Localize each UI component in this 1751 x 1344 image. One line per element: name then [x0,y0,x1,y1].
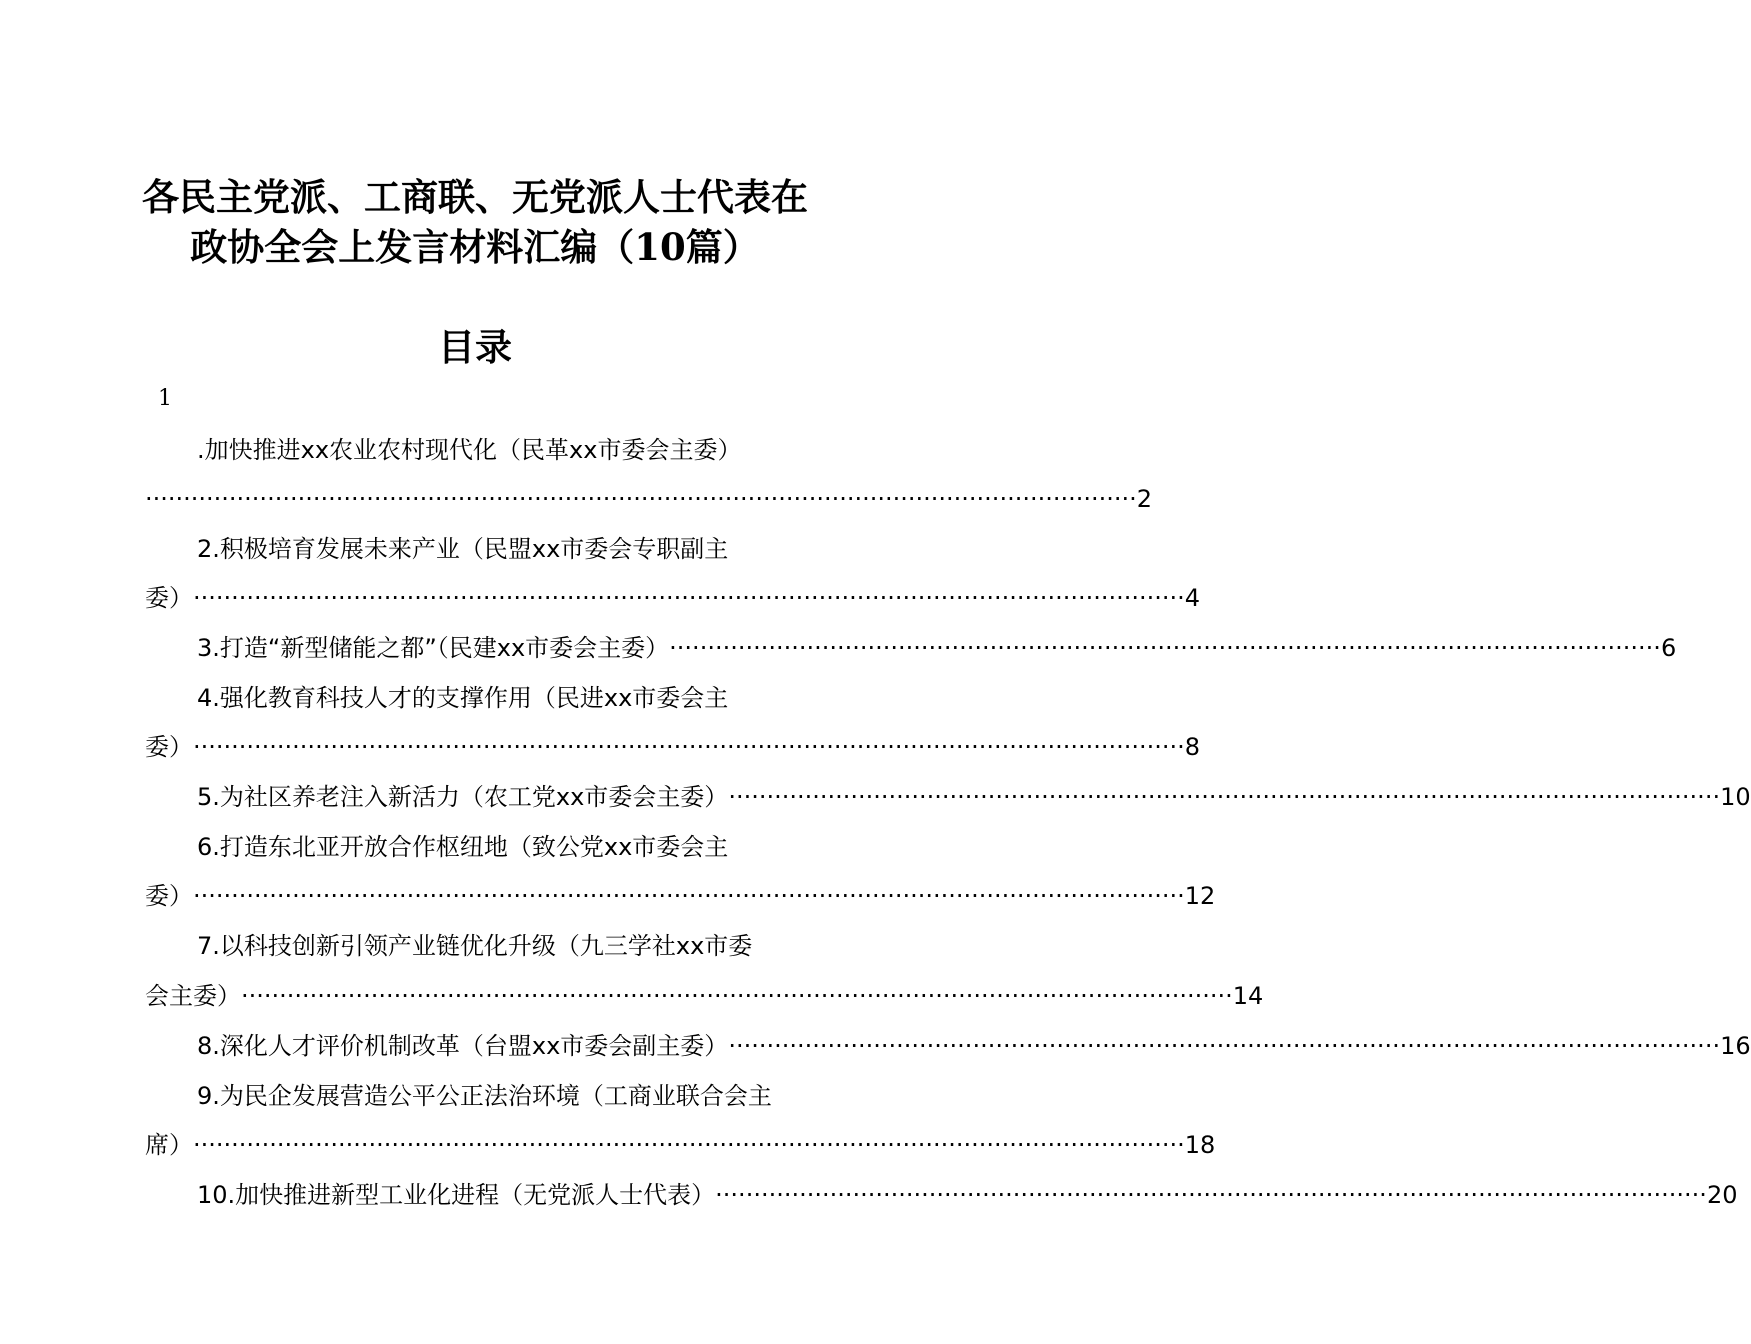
dot-leader: ·································································································································· [193,733,1185,761]
toc-entry-text-cont: 委） [145,733,193,761]
toc-entry-text-cont: 会主委） [145,982,241,1010]
toc-entry-page: 4 [1184,584,1201,612]
toc-entry-page: 8 [1184,733,1201,761]
toc-entry-text: 3.打造“新型储能之都”（民建xx市委会主委） [197,634,670,662]
toc-entry-10[interactable] [197,1178,1738,1212]
dot-leader: ·································································································································· [728,783,1721,811]
toc-entry-9-leader[interactable] [145,1128,1216,1162]
toc-entry-page: 10 [1720,783,1751,811]
toc-entry-2-leader[interactable] [145,581,1201,615]
toc-entry-text: 4.强化教育科技人才的支撑作用（民进xx市委会主 [197,684,729,712]
toc-entry-7-leader[interactable] [145,979,1264,1013]
toc-entry-page: 6 [1660,634,1677,662]
toc-entry-6-title[interactable] [197,830,807,864]
toc-entry-text: 7.以科技创新引领产业链优化升级（九三学社xx市委 [197,932,753,960]
toc-entry-3[interactable] [197,631,1677,665]
toc-entry-page: 12 [1184,882,1216,910]
toc-entry-page: 16 [1720,1032,1751,1060]
document-title-line-2: 政协全会上发言材料汇编（10篇） [190,225,760,269]
toc-entry-1-leader[interactable] [145,482,1153,516]
toc-entry-text: 10.加快推进新型工业化进程（无党派人士代表） [197,1181,716,1209]
document-title-line-1: 各民主党派、工商联、无党派人士代表在 [142,175,808,219]
toc-entry-9-title[interactable] [197,1079,807,1113]
toc-entry-2-title[interactable] [197,532,807,566]
dot-leader: ·································································································································· [715,1181,1707,1209]
toc-entry-5[interactable] [197,780,1751,814]
dot-leader: ·································································································································· [193,1131,1185,1159]
toc-entry-page: 2 [1136,485,1153,513]
dot-leader: ·································································································································· [669,634,1661,662]
toc-entry-text: 2.积极培育发展未来产业（民盟xx市委会专职副主 [197,535,729,563]
toc-entry-text: 5.为社区养老注入新活力（农工党xx市委会主委） [197,783,729,811]
toc-entry-text: .加快推进xx农业农村现代化（民革xx市委会主委） [197,436,742,464]
toc-entry-text-cont: 委） [145,584,193,612]
dot-leader: ·································································································································· [145,485,1137,513]
dot-leader: ·································································································································· [728,1032,1721,1060]
toc-entry-4-leader[interactable] [145,730,1201,764]
toc-heading: 目录 [438,325,512,369]
toc-entry-text: 6.打造东北亚开放合作枢纽地（致公党xx市委会主 [197,833,729,861]
toc-entry-page: 14 [1232,982,1264,1010]
toc-entry-8[interactable] [197,1029,1751,1063]
toc-entry-text: 8.深化人才评价机制改革（台盟xx市委会副主委） [197,1032,729,1060]
toc-entry-text-cont: 席） [145,1131,193,1159]
toc-entry-text-cont: 委） [145,882,193,910]
toc-entry-6-leader[interactable] [145,879,1216,913]
toc-entry-1-title[interactable] [197,433,807,467]
dot-leader: ·································································································································· [193,882,1185,910]
toc-entry-page: 20 [1706,1181,1738,1209]
dot-leader: ·································································································································· [241,982,1233,1010]
toc-entry-text: 9.为民企发展营造公平公正法治环境（工商业联合会主 [197,1082,772,1110]
dot-leader: ·································································································································· [193,584,1185,612]
toc-entry-7-title[interactable] [197,929,807,963]
toc-entry-page: 18 [1184,1131,1216,1159]
toc-entry-4-title[interactable] [197,681,807,715]
stray-number: 1 [158,386,172,411]
